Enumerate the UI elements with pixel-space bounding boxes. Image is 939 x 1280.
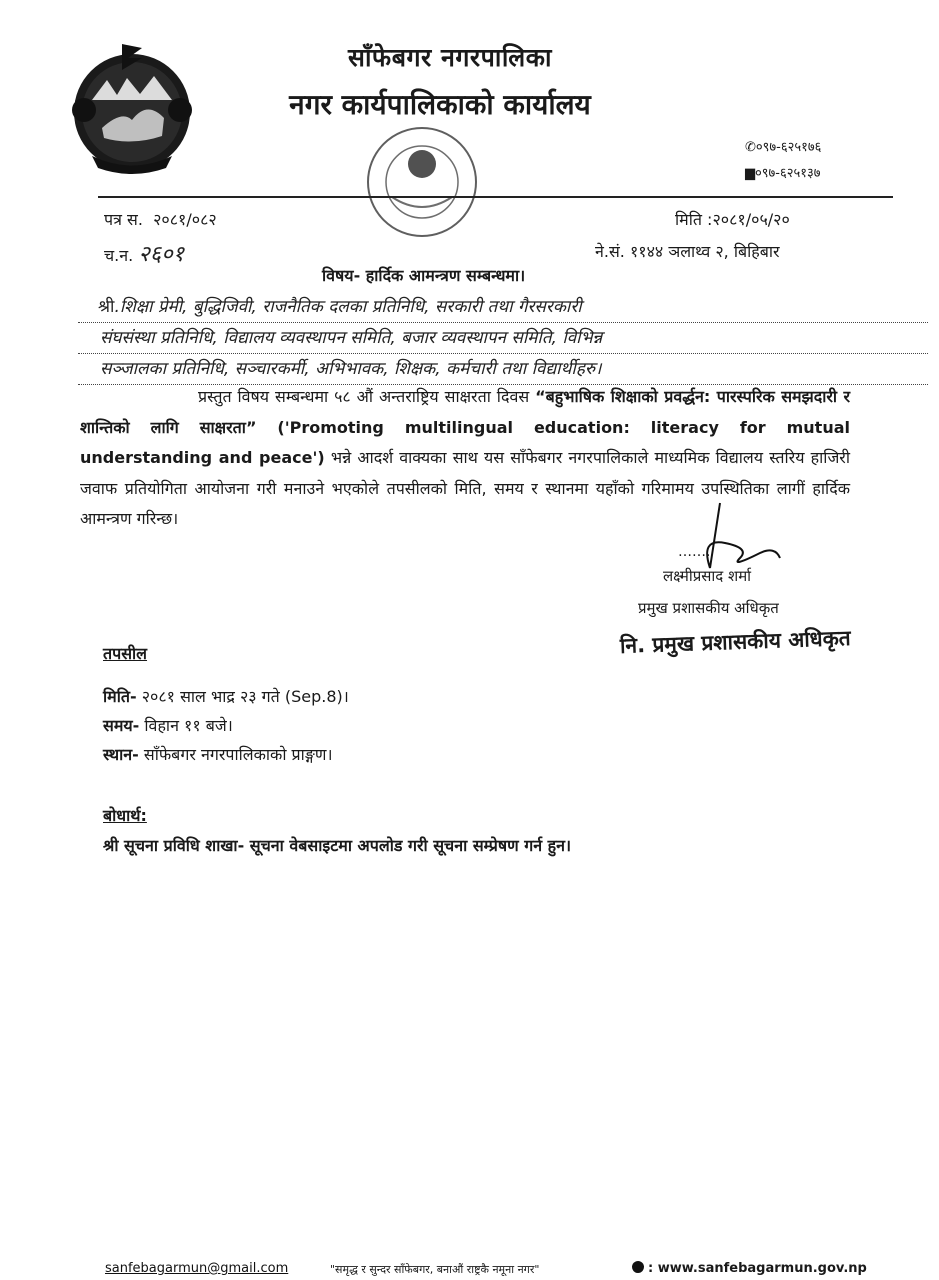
globe-icon bbox=[632, 1261, 644, 1273]
chalani-number: च.न. २६०१ bbox=[104, 242, 185, 267]
office-seal-icon bbox=[362, 122, 482, 242]
letter-body: प्रस्तुत विषय सम्बन्धमा ५८ औं अन्तराष्ट्रिय साक्षरता दिवस “बहुभाषिक शिक्षाको प्रवर्द्धन: पारस्परिक समझदारी र शान्तिको लागि साक्षरता” ('Promoting multilingual education: literacy for mutual understanding and peace') भन्ने आदर्श वाक्यका साथ यस साँफेबगर नगरपालिकाले माध्यमिक विद्यालय स्तरिय हाजिरी जवाफ प्रतियोगिता आयोजना गरी मनाउने भएकोले तपसीलको मिति, समय र स्थानमा यहाँको गरिमामय उपस्थितिका लागीं हार्दिक आमन्त्रण गरिन्छ। bbox=[80, 387, 850, 528]
footer-email[interactable]: sanfebagarmun@gmail.com bbox=[105, 1261, 289, 1276]
footer-motto: "समृद्ध र सुन्दर साँफेबगर, बनाऔं राष्ट्रकै नमूना नगर" bbox=[330, 1263, 540, 1276]
signer-title: प्रमुख प्रशासकीय अधिकृत bbox=[638, 599, 779, 617]
letter-subject: विषय- हार्दिक आमन्त्रण सम्बन्धमा। bbox=[322, 266, 526, 285]
nepal-emblem-icon bbox=[62, 40, 202, 180]
detail-place: स्थान- साँफेबगर नगरपालिकाको प्राङ्गण। bbox=[103, 745, 333, 764]
patra-sankhya: पत्र स. २०८१/०८२ bbox=[104, 210, 217, 229]
addressee-line: सञ्जालका प्रतिनिधि, सञ्चारकर्मी, अभिभावक, शिक्षक, कर्मचारी तथा विद्यार्थीहरु। bbox=[78, 354, 928, 385]
phone-list bbox=[745, 135, 895, 187]
letter-footer bbox=[0, 1258, 939, 1280]
details-list bbox=[103, 682, 349, 769]
cc-heading: बोधार्थ: bbox=[103, 806, 147, 825]
signer-name: लक्ष्मीप्रसाद शर्मा bbox=[663, 567, 752, 585]
nepal-samvat-date: ने.सं. ११४४ ञलाथ्व २, बिहिबार bbox=[595, 242, 780, 261]
signature-dots: ……. bbox=[678, 544, 711, 560]
phone-line: ✆०९७-६२५१७६ bbox=[745, 140, 822, 155]
details-heading: तपसील bbox=[103, 644, 148, 663]
header-divider bbox=[98, 196, 893, 198]
addressee-line: श्री.शिक्षा प्रेमी, बुद्धिजिवी, राजनैतिक दलका प्रतिनिधि, सरकारी तथा गैरसरकारी bbox=[78, 292, 928, 323]
phone-icon: ✆ bbox=[745, 140, 756, 155]
addressee-block bbox=[78, 292, 928, 385]
municipality-name: साँफेबगर नगरपालिका bbox=[348, 43, 552, 72]
fax-icon: ▆ bbox=[745, 166, 755, 181]
detail-time: समय- विहान ११ बजे। bbox=[103, 716, 233, 735]
letter-date: मिति :२०८१/०५/२० bbox=[675, 210, 790, 229]
detail-date: मिति- २०८१ साल भाद्र २३ गते (Sep.8)। bbox=[103, 687, 349, 706]
cc-text: श्री सूचना प्रविधि शाखा- सूचना वेबसाइटमा अपलोड गरी सूचना सम्प्रेषण गर्न हुन। bbox=[103, 836, 572, 855]
officer-stamp: नि. प्रमुख प्रशासकीय अधिकृत bbox=[619, 625, 852, 658]
office-name: नगर कार्यपालिकाको कार्यालय bbox=[289, 88, 591, 121]
fax-line: ▆०९७-६२५१३७ bbox=[745, 166, 821, 181]
addressee-line: संघसंस्था प्रतिनिधि, विद्यालय व्यवस्थापन समिति, बजार व्यवस्थापन समिति, विभिन्न bbox=[78, 323, 928, 354]
footer-website[interactable]: : www.sanfebagarmun.gov.np bbox=[632, 1261, 867, 1276]
